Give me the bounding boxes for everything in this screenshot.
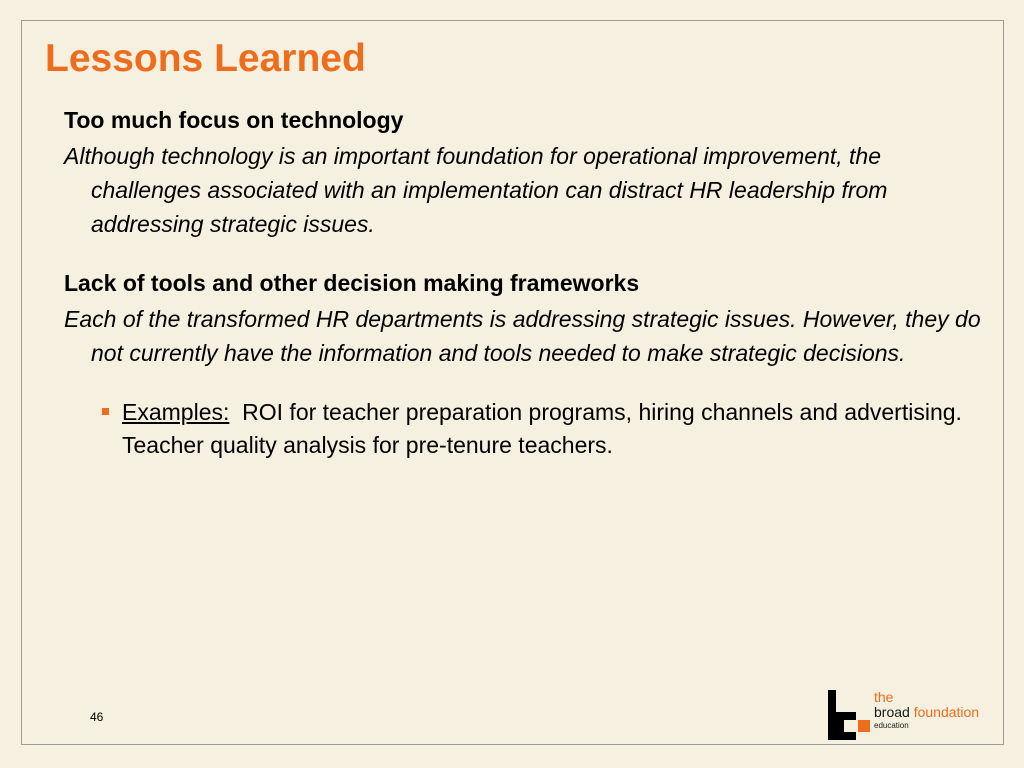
slide-title: Lessons Learned bbox=[45, 37, 366, 80]
section-body-tools: Each of the transformed HR departments is addressing strategic issues. However, they do not currently have the information and tools needed to make strategic decisions. bbox=[64, 306, 981, 366]
logo-wordmark bbox=[874, 690, 979, 732]
slide-content bbox=[64, 104, 984, 462]
logo-word-foundation: foundation bbox=[913, 704, 980, 720]
broad-foundation-logo-mark-icon bbox=[826, 690, 872, 742]
square-bullet-icon bbox=[102, 408, 109, 415]
examples-bullet bbox=[102, 396, 984, 462]
logo-word-education: education bbox=[874, 721, 909, 730]
section-heading-technology: Too much focus on technology bbox=[64, 107, 404, 133]
broad-foundation-logo bbox=[826, 690, 1002, 742]
section-heading-tools: Lack of tools and other decision making frameworks bbox=[64, 270, 640, 296]
logo-word-broad: broad bbox=[874, 704, 910, 720]
logo-word-the: the bbox=[874, 689, 894, 705]
logo-word-broad-foundation bbox=[874, 705, 979, 720]
examples-text: ROI for teacher preparation programs, hiring channels and advertising. Teacher quality analysis for pre-tenure teachers. bbox=[122, 399, 975, 458]
section-body-technology: Although technology is an important foundation for operational improvement, the challenges associated with an implementation can distract HR leadership from addressing strategic issues. bbox=[64, 143, 888, 237]
examples-label: Examples: bbox=[122, 399, 230, 425]
page-number: 46 bbox=[90, 710, 104, 724]
